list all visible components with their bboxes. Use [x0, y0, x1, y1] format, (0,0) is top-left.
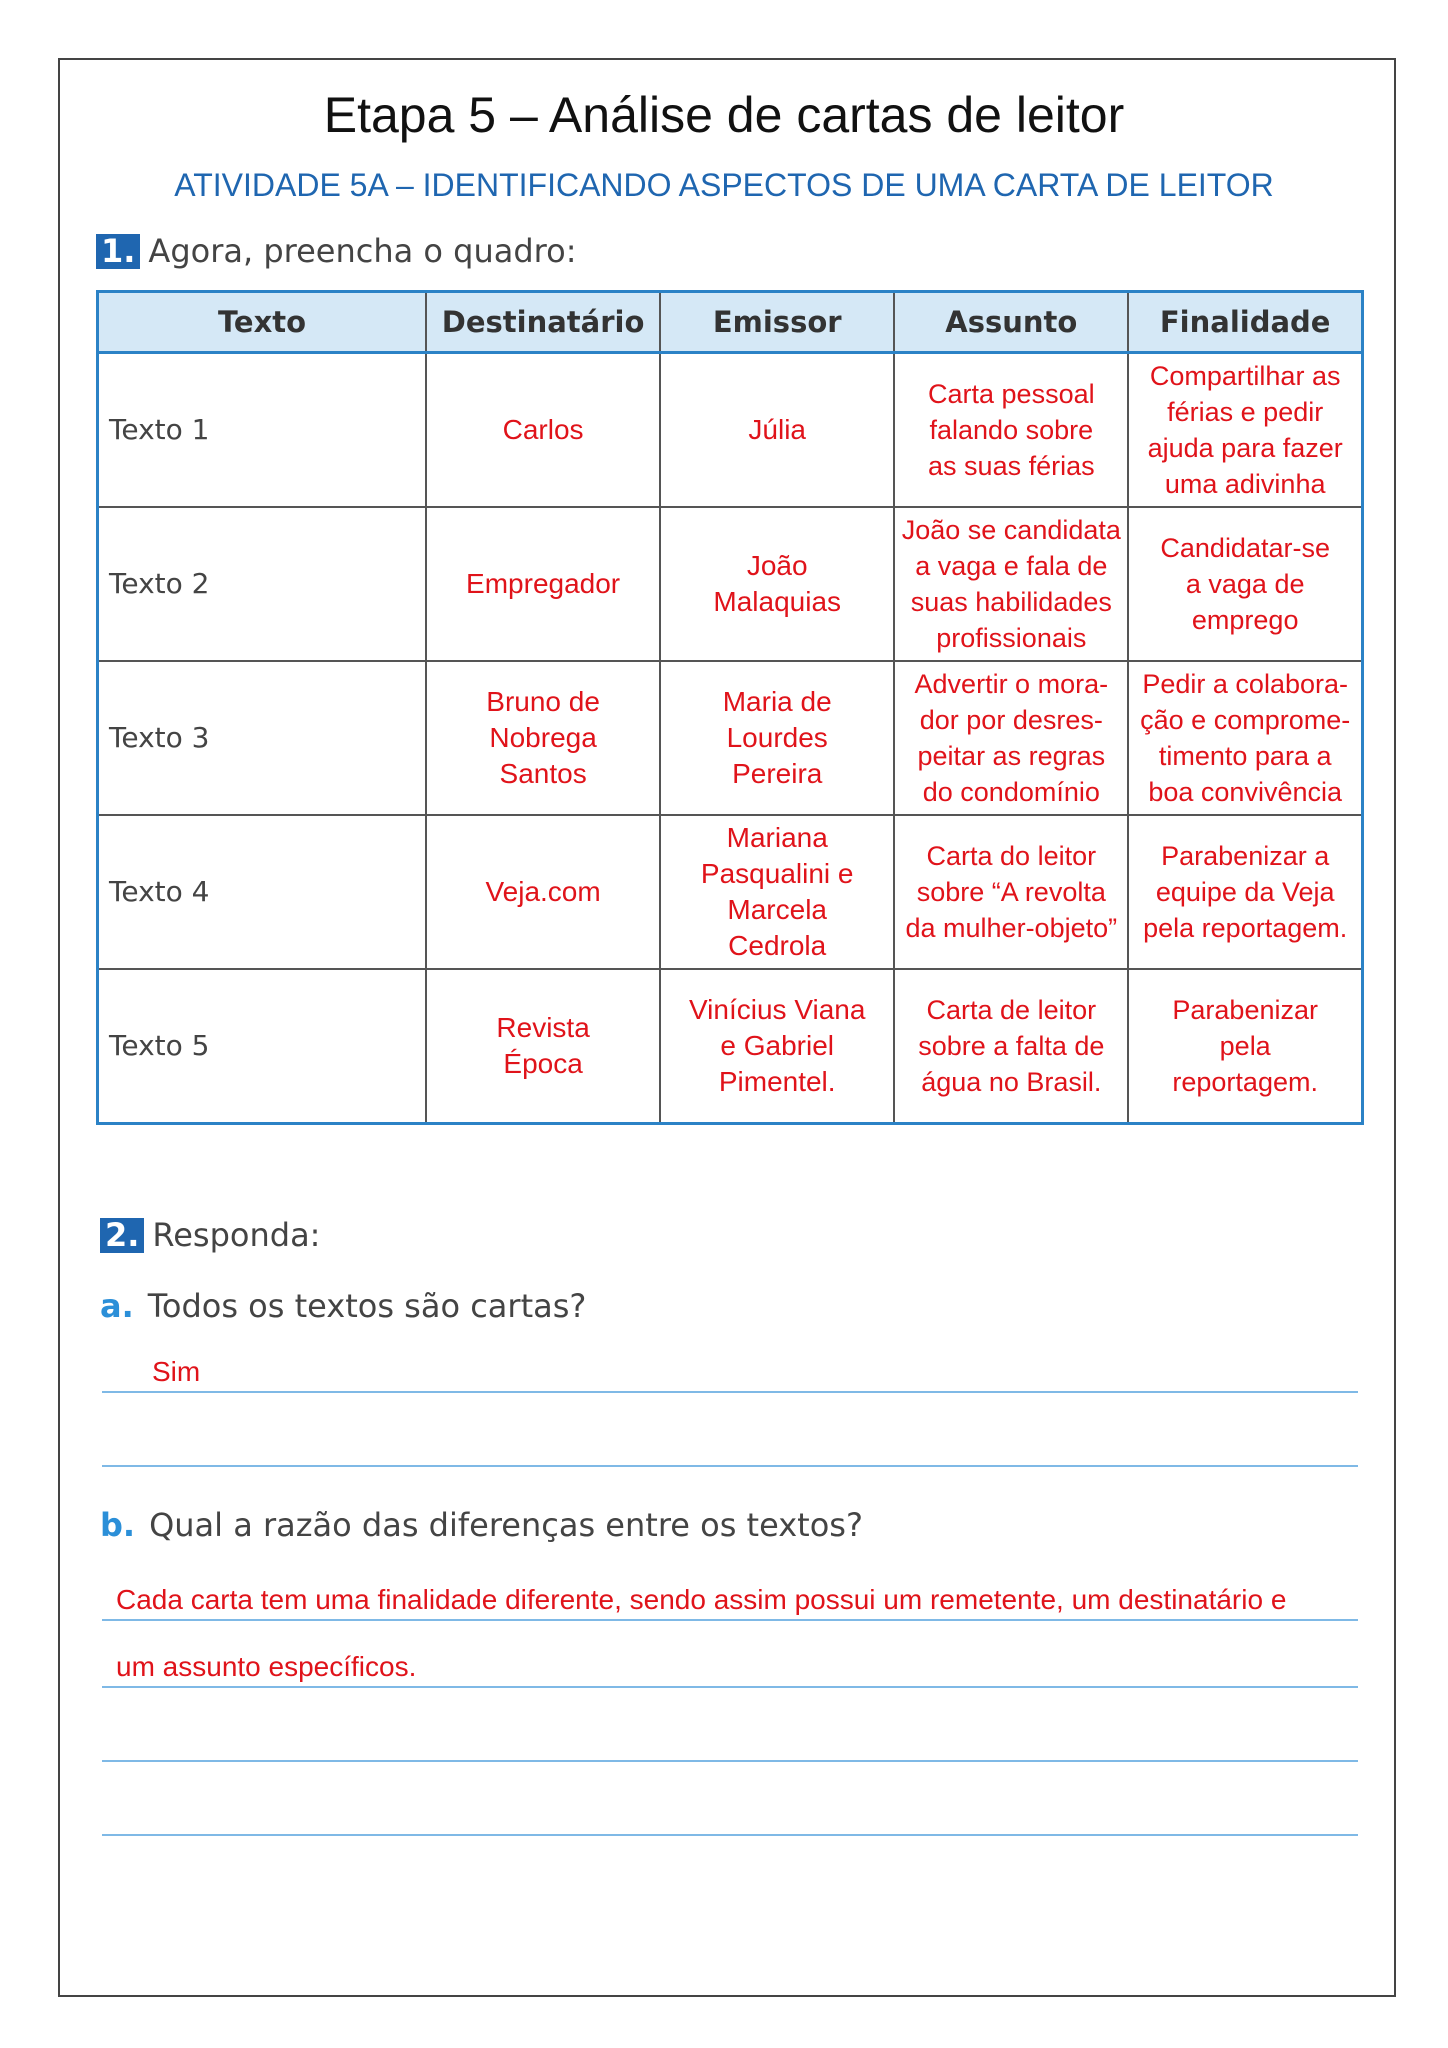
cell-line: Pasqualini e — [700, 858, 854, 889]
answer-line — [102, 1686, 1358, 1688]
answer-line — [102, 1391, 1358, 1393]
cell-assunto[interactable] — [894, 969, 1128, 1124]
cell-line: João se candidata — [901, 515, 1121, 545]
header-destinatario: Destinatário — [426, 292, 660, 353]
cell-line: Veja.com — [485, 876, 601, 907]
cell-destinatario[interactable] — [426, 815, 660, 969]
cell-line: Revista — [496, 1012, 590, 1043]
question-1-number: 1. — [96, 234, 140, 269]
cell-line: Época — [503, 1048, 583, 1079]
cell-finalidade[interactable] — [1128, 661, 1362, 815]
cell-line: falando sobre — [929, 415, 1094, 445]
question-2a-letter: a. — [100, 1287, 134, 1325]
cell-emissor[interactable] — [660, 353, 894, 508]
cell-line: Compartilhar as — [1149, 361, 1341, 391]
table-row — [98, 969, 1363, 1124]
cell-line: Empregador — [466, 568, 621, 599]
page-title: Etapa 5 – Análise de cartas de leitor — [323, 87, 1125, 143]
table-header-row — [98, 292, 1363, 353]
header-texto: Texto — [98, 292, 427, 353]
cell-line: Carta de leitor — [926, 995, 1097, 1025]
answer-2b-line-1[interactable]: Cada carta tem uma finalidade diferente, sendo assim possui um remetente, um destinatário e — [116, 1584, 1287, 1615]
row-label: Texto 1 — [98, 353, 427, 508]
cell-line: a vaga de — [1185, 569, 1305, 599]
row-label: Texto 2 — [98, 507, 427, 661]
cell-line: a vaga e fala de — [915, 551, 1108, 581]
cell-line: Júlia — [748, 414, 806, 445]
cell-line: Cedrola — [728, 930, 827, 961]
cell-line: Mariana — [726, 822, 828, 853]
cell-line: sobre “A revolta — [916, 877, 1106, 907]
cell-line: Santos — [499, 758, 587, 789]
cell-line: Candidatar-se — [1160, 533, 1330, 563]
cell-line: Maria de — [722, 686, 832, 717]
answer-table — [96, 290, 1364, 1125]
question-2b-letter: b. — [100, 1506, 136, 1544]
question-2a-text: Todos os textos são cartas? — [147, 1287, 587, 1325]
cell-line: e Gabriel — [720, 1030, 835, 1061]
cell-line: água no Brasil. — [921, 1067, 1102, 1097]
question-2b-text: Qual a razão das diferenças entre os textos? — [149, 1506, 863, 1544]
cell-line: Parabenizar a — [1161, 841, 1330, 871]
row-label: Texto 3 — [98, 661, 427, 815]
cell-assunto[interactable] — [894, 661, 1128, 815]
cell-line: ajuda para fazer — [1147, 433, 1343, 463]
cell-line: Advertir o mora- — [914, 669, 1109, 699]
cell-emissor[interactable] — [660, 661, 894, 815]
cell-emissor[interactable] — [660, 969, 894, 1124]
answer-2a[interactable]: Sim — [152, 1356, 201, 1387]
cell-line: Marcela — [727, 894, 827, 925]
header-assunto: Assunto — [894, 292, 1128, 353]
question-2-text: Responda: — [152, 1216, 321, 1254]
cell-line: do condomínio — [922, 777, 1100, 807]
cell-line: pela reportagem. — [1143, 913, 1348, 943]
answer-line — [102, 1619, 1358, 1621]
cell-line: Parabenizar — [1172, 995, 1318, 1025]
cell-finalidade[interactable] — [1128, 507, 1362, 661]
cell-emissor[interactable] — [660, 507, 894, 661]
cell-destinatario[interactable] — [426, 661, 660, 815]
cell-emissor[interactable] — [660, 815, 894, 969]
question-2a — [100, 1287, 586, 1325]
cell-finalidade[interactable] — [1128, 969, 1362, 1124]
cell-line: Bruno de — [486, 686, 600, 717]
cell-destinatario[interactable] — [426, 969, 660, 1124]
table-row — [98, 661, 1363, 815]
cell-line: equipe da Veja — [1155, 877, 1335, 907]
cell-line: Malaquias — [713, 586, 842, 617]
question-1-text: Agora, preencha o quadro: — [148, 232, 577, 270]
cell-line: pela — [1219, 1031, 1271, 1061]
cell-line: reportagem. — [1172, 1067, 1318, 1097]
row-label: Texto 5 — [98, 969, 427, 1124]
row-label: Texto 4 — [98, 815, 427, 969]
table-row — [98, 353, 1363, 508]
cell-line: Nobrega — [489, 722, 597, 753]
cell-finalidade[interactable] — [1128, 815, 1362, 969]
cell-destinatario[interactable] — [426, 353, 660, 508]
cell-line: uma adivinha — [1164, 469, 1326, 499]
cell-line: boa convivência — [1148, 777, 1342, 807]
cell-line: sobre a falta de — [918, 1031, 1105, 1061]
cell-line: Carlos — [502, 414, 584, 445]
header-emissor: Emissor — [660, 292, 894, 353]
cell-line: ção e comprome- — [1140, 705, 1351, 735]
answer-line — [102, 1465, 1358, 1467]
cell-assunto[interactable] — [894, 815, 1128, 969]
cell-line: as suas férias — [928, 451, 1095, 481]
cell-line: Carta pessoal — [928, 379, 1095, 409]
cell-line: João — [746, 550, 808, 581]
cell-finalidade[interactable] — [1128, 353, 1362, 508]
cell-line: férias e pedir — [1167, 397, 1324, 427]
cell-line: suas habilidades — [910, 587, 1112, 617]
answer-line — [102, 1760, 1358, 1762]
cell-line: profissionais — [936, 623, 1087, 653]
cell-assunto[interactable] — [894, 353, 1128, 508]
cell-line: peitar as regras — [917, 741, 1106, 771]
cell-line: Carta do leitor — [926, 841, 1097, 871]
question-2 — [100, 1216, 320, 1254]
cell-line: Vinícius Viana — [689, 994, 866, 1025]
cell-line: Pimentel. — [718, 1066, 836, 1097]
cell-line: Pereira — [732, 758, 823, 789]
question-1 — [96, 232, 576, 270]
cell-line: da mulher-objeto” — [905, 913, 1118, 943]
activity-subtitle: ATIVIDADE 5A – IDENTIFICANDO ASPECTOS DE UMA CARTA DE LEITOR — [174, 167, 1274, 203]
cell-line: Lourdes — [726, 722, 828, 753]
cell-line: dor por desres- — [919, 705, 1103, 735]
answer-2b-line-2[interactable]: um assunto específicos. — [116, 1651, 417, 1682]
cell-line: timento para a — [1158, 741, 1332, 771]
header-finalidade: Finalidade — [1128, 292, 1362, 353]
cell-assunto[interactable] — [894, 507, 1128, 661]
question-2b — [100, 1506, 863, 1544]
table-row — [98, 815, 1363, 969]
cell-line: emprego — [1191, 605, 1299, 635]
cell-destinatario[interactable] — [426, 507, 660, 661]
cell-line: Pedir a colabora- — [1142, 669, 1348, 699]
table-row — [98, 507, 1363, 661]
question-2-number: 2. — [100, 1218, 144, 1253]
answer-line — [102, 1834, 1358, 1836]
